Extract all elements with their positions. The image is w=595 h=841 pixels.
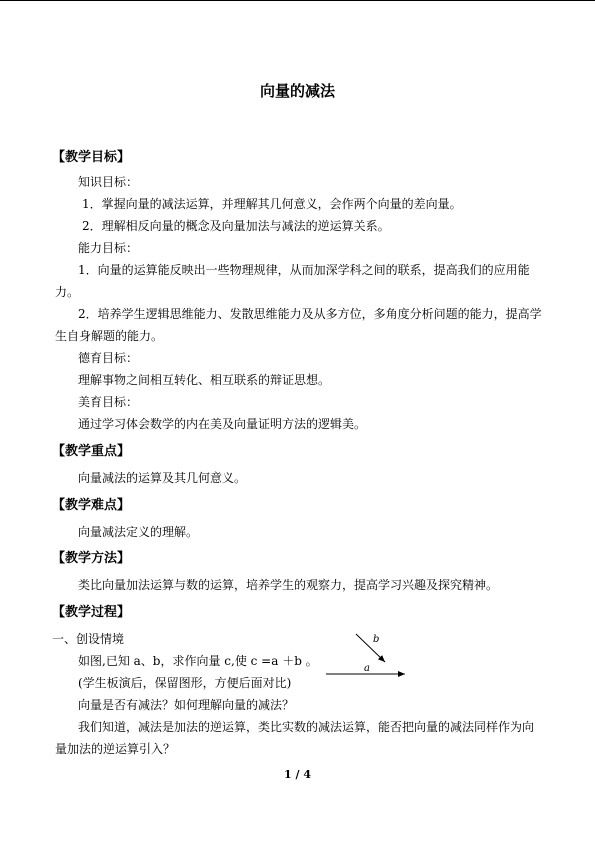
aesthetic-goal-label: 美育目标： [78, 395, 139, 409]
section-heading-goals: 【教学目标】 [52, 150, 131, 165]
aesthetic-goal-text: 通过学习体会数学的内在美及向量证明方法的逻辑美。 [78, 417, 367, 431]
methods-text: 类比向量加法运算与数的运算，培养学生的观察力，提高学习兴趣及探究精神。 [78, 578, 499, 592]
page-number: 1 / 4 [284, 768, 311, 781]
process-note: (学生板演后，保留图形，方便后面对比) [78, 676, 292, 690]
process-paragraph-line2: 量加法的逆运算引入？ [55, 742, 176, 756]
moral-goal-text: 理解事物之间相互转化、相互联系的辩证思想。 [78, 373, 331, 387]
ability-goal-2-line1: 2．培养学生逻辑思维能力、发散思维能力及从多方位，多角度分析问题的能力，提高学 [78, 307, 542, 321]
vector-figure [320, 628, 420, 688]
knowledge-goal-1: 1．掌握向量的减法运算，并理解其几何意义，会作两个向量的差向量。 [82, 197, 462, 211]
moral-goal-label: 德育目标： [78, 351, 139, 365]
process-step-1: 一、创设情境 [52, 632, 125, 646]
ability-goal-1-line2: 力。 [55, 285, 80, 299]
process-question: 向量是否有减法？如何理解向量的减法？ [78, 698, 295, 712]
vector-b-arrow [356, 634, 385, 662]
key-points-text: 向量减法的运算及其几何意义。 [78, 471, 247, 485]
vector-b-label: b [373, 634, 380, 645]
section-heading-key-points: 【教学重点】 [52, 444, 131, 459]
knowledge-goal-2: 2．理解相反向量的概念及向量加法与减法的逆运算关系。 [82, 219, 390, 233]
ability-goal-2-line2: 生自身解题的能力。 [55, 329, 164, 343]
knowledge-goal-label: 知识目标： [78, 175, 139, 189]
header-rule [0, 0, 595, 1]
section-heading-process: 【教学过程】 [52, 605, 131, 620]
process-step-2: 如图,已知 a、b，求作向量 c,使 c =a ＋b 。 [78, 654, 318, 668]
section-heading-difficulties: 【教学难点】 [52, 498, 131, 513]
vector-a-label: a [364, 663, 370, 674]
page-title: 向量的减法 [259, 82, 335, 100]
difficulties-text: 向量减法定义的理解。 [78, 525, 199, 539]
section-heading-methods: 【教学方法】 [52, 551, 131, 566]
ability-goal-1-line1: 1．向量的运算能反映出一些物理规律，从而加深学科之间的联系，提高我们的应用能 [78, 263, 530, 277]
ability-goal-label: 能力目标： [78, 241, 139, 255]
process-paragraph-line1: 我们知道，减法是加法的逆运算，类比实数的减法运算，能否把向量的减法同样作为向 [78, 720, 535, 734]
